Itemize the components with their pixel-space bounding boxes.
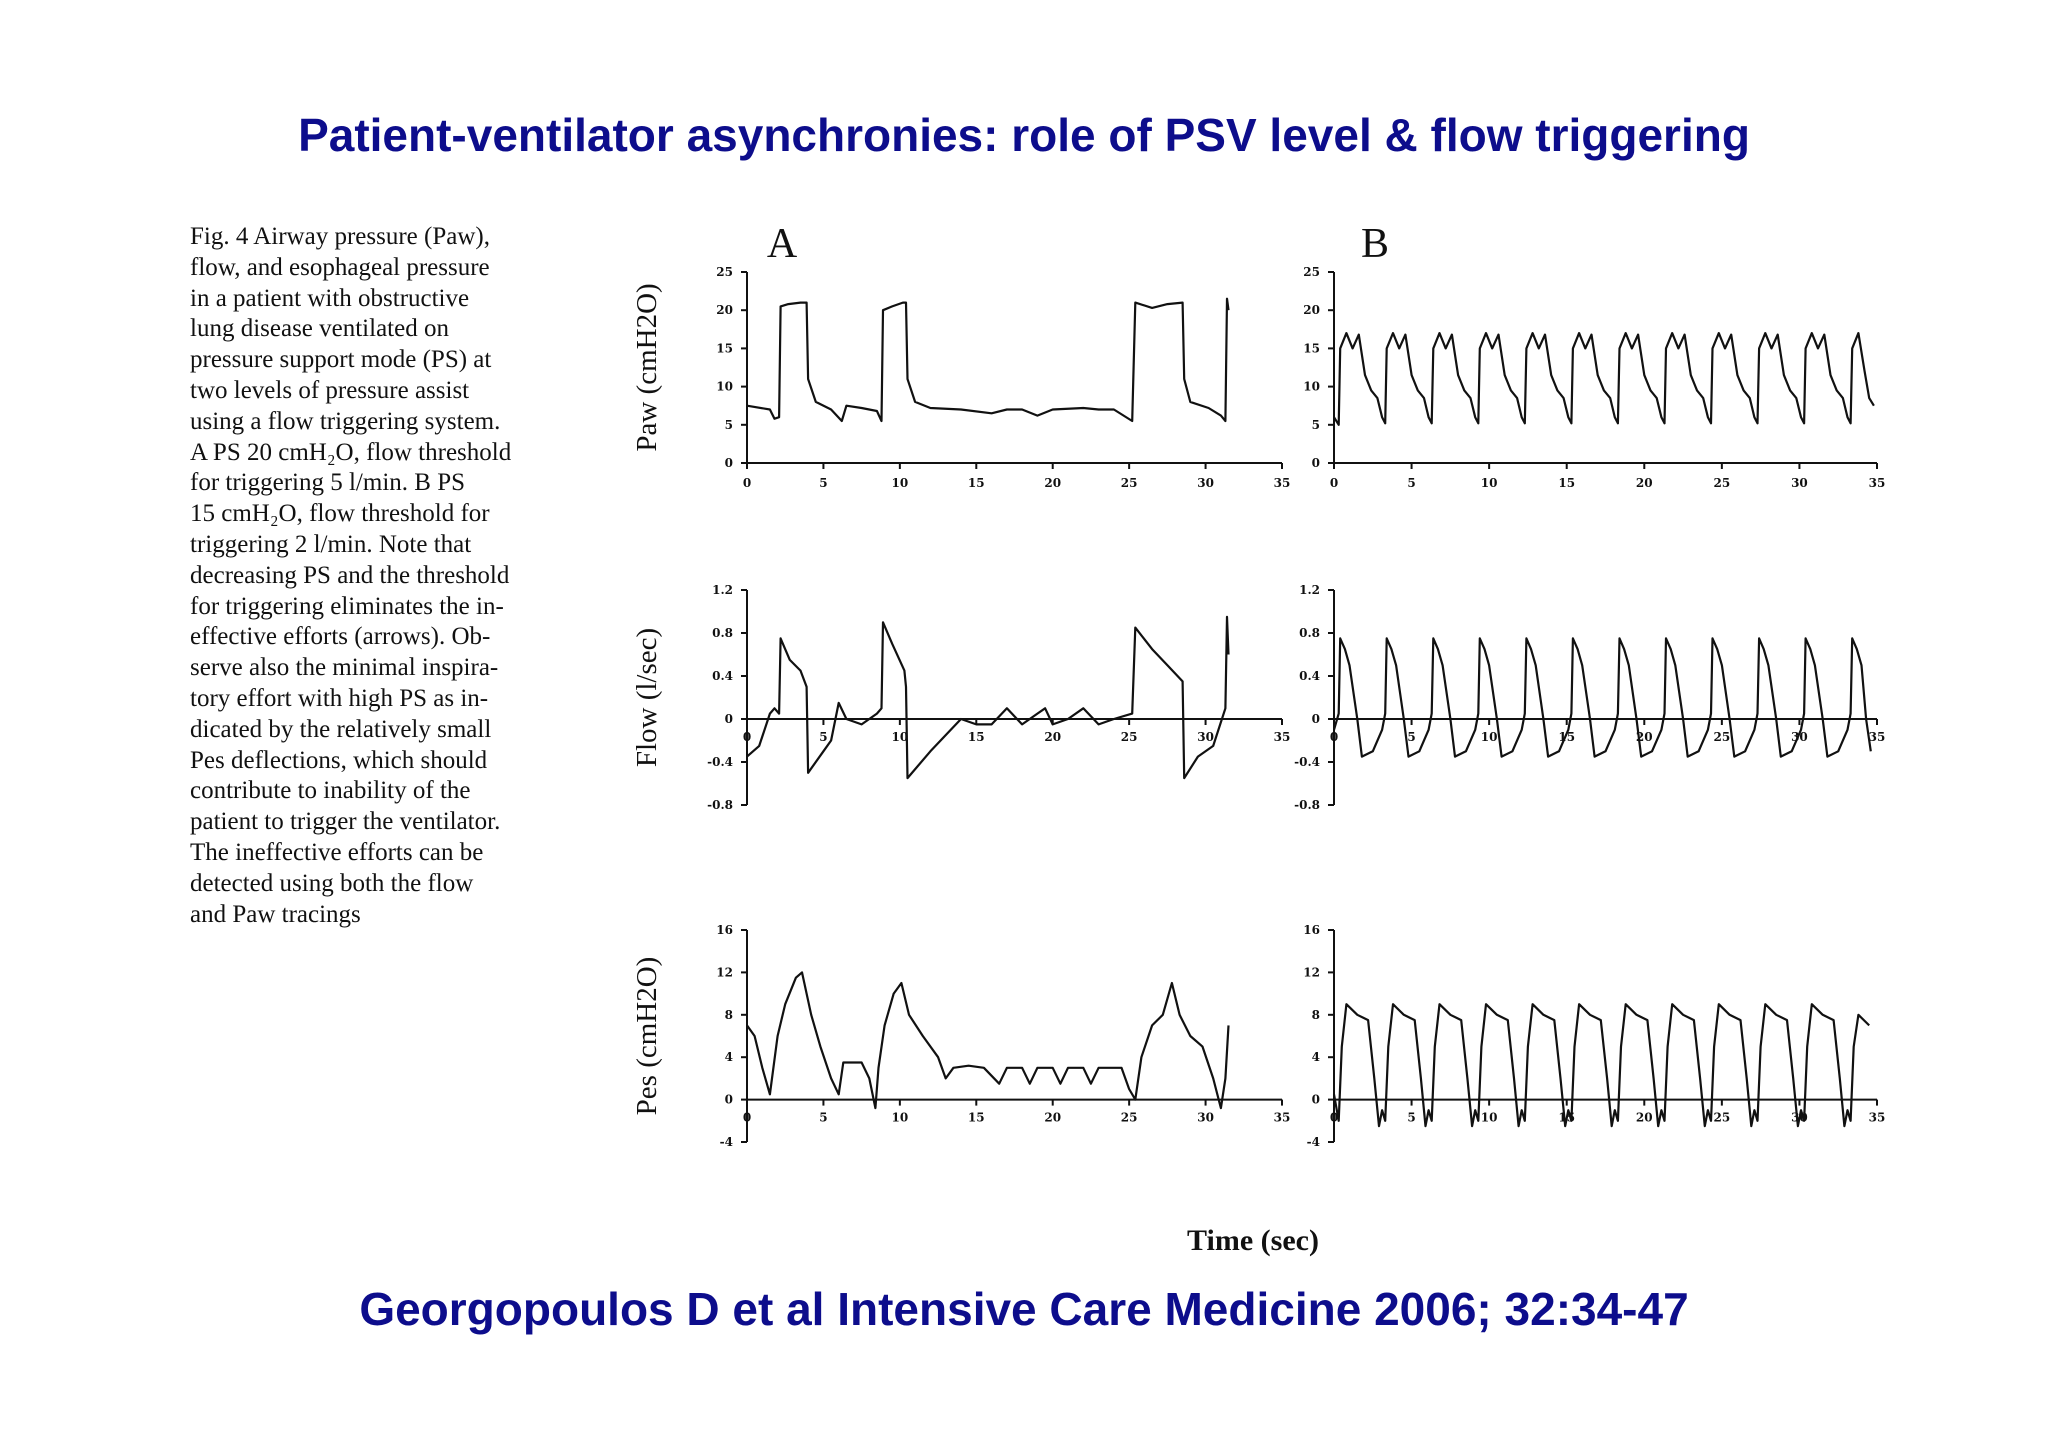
y-tick-label: 15	[716, 341, 733, 356]
plot-flow-a	[707, 583, 1290, 812]
series-trace	[747, 299, 1229, 421]
x-axis-label: Time (sec)	[1187, 1224, 1319, 1257]
x-tick-label: 0	[742, 476, 752, 490]
y-tick-label: 0	[724, 712, 733, 726]
y-tick-label: -0.4	[1294, 755, 1320, 769]
caption-line: flow, and esophageal pressure	[190, 253, 490, 281]
caption-line: patient to trigger the ventilator.	[190, 808, 501, 836]
x-tick-label: 5	[819, 476, 828, 490]
x-tick-label: 30	[1791, 1110, 1808, 1125]
x-tick-label: 0	[742, 730, 752, 744]
y-tick-label: 8	[1311, 1007, 1320, 1022]
x-tick-label: 20	[1635, 730, 1653, 744]
x-tick-label: 0	[1329, 476, 1339, 490]
x-tick-label: 25	[1713, 476, 1731, 490]
y-tick-label: 0.8	[1299, 626, 1320, 640]
x-tick-label: 35	[1273, 730, 1291, 744]
plot-paw-a	[716, 265, 1290, 490]
x-tick-label: 15	[967, 1110, 985, 1125]
y-tick-label: 5	[1311, 417, 1320, 432]
x-tick-label: 25	[1120, 1110, 1138, 1125]
y-tick-label: 10	[1303, 379, 1320, 394]
y-tick-label: 16	[716, 923, 733, 937]
x-tick-label: 25	[1120, 730, 1138, 744]
caption-line: pressure support mode (PS) at	[190, 346, 492, 374]
x-tick-label: 5	[819, 730, 828, 744]
caption-line: serve also the minimal inspira-	[190, 654, 499, 682]
caption-line: two levels of pressure assist	[190, 376, 470, 404]
caption-line: for triggering 5 l/min. B PS	[190, 469, 465, 497]
x-tick-label: 30	[1791, 476, 1808, 490]
y-tick-label: 4	[1311, 1050, 1320, 1065]
caption-line: Fig. 4 Airway pressure (Paw),	[190, 223, 490, 250]
y-axis-label: Pes (cmH2O)	[631, 956, 663, 1116]
y-tick-label: 0	[724, 456, 733, 470]
series-trace	[1334, 1004, 1869, 1126]
x-tick-label: 15	[967, 476, 985, 490]
caption-line: and Paw tracings	[190, 900, 361, 928]
y-tick-label: -0.8	[707, 798, 733, 812]
series-trace	[747, 972, 1229, 1108]
y-tick-label: 0	[1311, 712, 1320, 726]
x-tick-label: 30	[1791, 730, 1808, 744]
caption-line: decreasing PS and the threshold	[190, 561, 510, 589]
caption-line: using a flow triggering system.	[190, 407, 501, 435]
panel-label-b: B	[1360, 221, 1390, 267]
x-tick-label: 5	[1407, 1110, 1416, 1125]
caption-line: dicated by the relatively small	[190, 715, 492, 743]
x-tick-label: 15	[1558, 1110, 1576, 1125]
x-tick-label: 0	[1329, 730, 1339, 744]
y-tick-label: -4	[1306, 1135, 1320, 1149]
caption-line: for triggering eliminates the in-	[190, 592, 504, 620]
x-tick-label: 35	[1273, 476, 1291, 490]
x-tick-label: 15	[1558, 476, 1576, 490]
x-tick-label: 10	[1480, 476, 1498, 490]
y-tick-label: 5	[724, 417, 733, 432]
x-tick-label: 10	[891, 730, 909, 744]
plot-pes-b	[1303, 923, 1885, 1149]
y-tick-label: 12	[716, 965, 733, 980]
y-tick-label: 0.4	[712, 669, 733, 683]
caption-line: triggering 2 l/min. Note that	[190, 530, 472, 558]
x-tick-label: 0	[1329, 1110, 1339, 1125]
caption-line: The ineffective efforts can be	[190, 838, 484, 866]
x-tick-label: 5	[1407, 730, 1416, 744]
x-tick-label: 20	[1044, 730, 1062, 744]
x-tick-label: 15	[967, 730, 985, 744]
y-tick-label: 16	[1303, 923, 1320, 937]
x-tick-label: 0	[742, 1110, 752, 1125]
x-tick-label: 10	[891, 476, 909, 490]
x-tick-label: 20	[1635, 1110, 1653, 1125]
caption-line: tory effort with high PS as in-	[190, 684, 489, 712]
slide-title: Patient-ventilator asynchronies: role of PSV level & flow triggering	[298, 109, 1750, 161]
caption-line: Pes deflections, which should	[190, 746, 488, 774]
caption-line: 15 cmH₂O, flow threshold for	[190, 500, 490, 528]
caption-line: effective efforts (arrows). Ob-	[190, 623, 491, 651]
x-tick-label: 25	[1120, 476, 1138, 490]
x-tick-label: 30	[1197, 476, 1214, 490]
x-tick-label: 25	[1713, 1110, 1731, 1125]
y-tick-label: 1.2	[712, 583, 733, 597]
y-tick-label: 10	[716, 379, 733, 394]
caption-line: lung disease ventilated on	[190, 315, 449, 343]
x-tick-label: 10	[891, 1110, 909, 1125]
x-tick-label: 15	[1558, 730, 1576, 744]
plot-paw-b	[1303, 265, 1885, 490]
y-tick-label: 20	[716, 303, 733, 318]
y-tick-label: 12	[1303, 965, 1320, 980]
y-axis-label: Flow (l/sec)	[631, 627, 663, 768]
x-tick-label: 20	[1044, 1110, 1062, 1125]
x-tick-label: 5	[819, 1110, 828, 1125]
caption-line: A PS 20 cmH₂O, flow threshold	[190, 438, 512, 466]
series-trace	[747, 617, 1229, 778]
x-tick-label: 5	[1407, 476, 1416, 490]
x-tick-label: 30	[1197, 730, 1214, 744]
caption-line: in a patient with obstructive	[190, 284, 470, 312]
caption-line: detected using both the flow	[190, 869, 474, 897]
y-tick-label: 8	[724, 1007, 733, 1022]
x-tick-label: 35	[1868, 730, 1886, 744]
panel-label-a: A	[766, 221, 798, 267]
plot-flow-b	[1294, 583, 1885, 812]
y-axis-label: Paw (cmH2O)	[631, 283, 663, 452]
y-tick-label: 0	[1311, 1092, 1320, 1107]
x-tick-label: 35	[1273, 1110, 1291, 1125]
x-tick-label: 10	[1480, 730, 1498, 744]
y-tick-label: 15	[1303, 341, 1320, 356]
x-tick-label: 35	[1868, 1110, 1886, 1125]
x-tick-label: 20	[1635, 476, 1653, 490]
y-tick-label: 25	[1303, 265, 1320, 279]
x-tick-label: 20	[1044, 476, 1062, 490]
y-tick-label: 0	[1311, 456, 1320, 470]
y-tick-label: 0.4	[1299, 669, 1320, 683]
y-tick-label: -4	[719, 1135, 733, 1149]
plot-pes-a	[716, 923, 1290, 1149]
y-tick-label: 25	[716, 265, 733, 279]
y-tick-label: 20	[1303, 303, 1320, 318]
x-tick-label: 25	[1713, 730, 1731, 744]
x-tick-label: 10	[1480, 1110, 1498, 1125]
series-trace	[1334, 333, 1874, 425]
y-tick-label: 0	[724, 1092, 733, 1107]
x-tick-label: 35	[1868, 476, 1886, 490]
x-tick-label: 30	[1197, 1110, 1214, 1125]
caption-line: contribute to inability of the	[190, 777, 471, 805]
y-tick-label: 1.2	[1299, 583, 1320, 597]
y-tick-label: 4	[724, 1050, 733, 1065]
citation: Georgopoulos D et al Intensive Care Medicine 2006; 32:34-47	[359, 1283, 1689, 1335]
y-tick-label: -0.8	[1294, 798, 1320, 812]
y-tick-label: 0.8	[712, 626, 733, 640]
y-tick-label: -0.4	[707, 755, 733, 769]
